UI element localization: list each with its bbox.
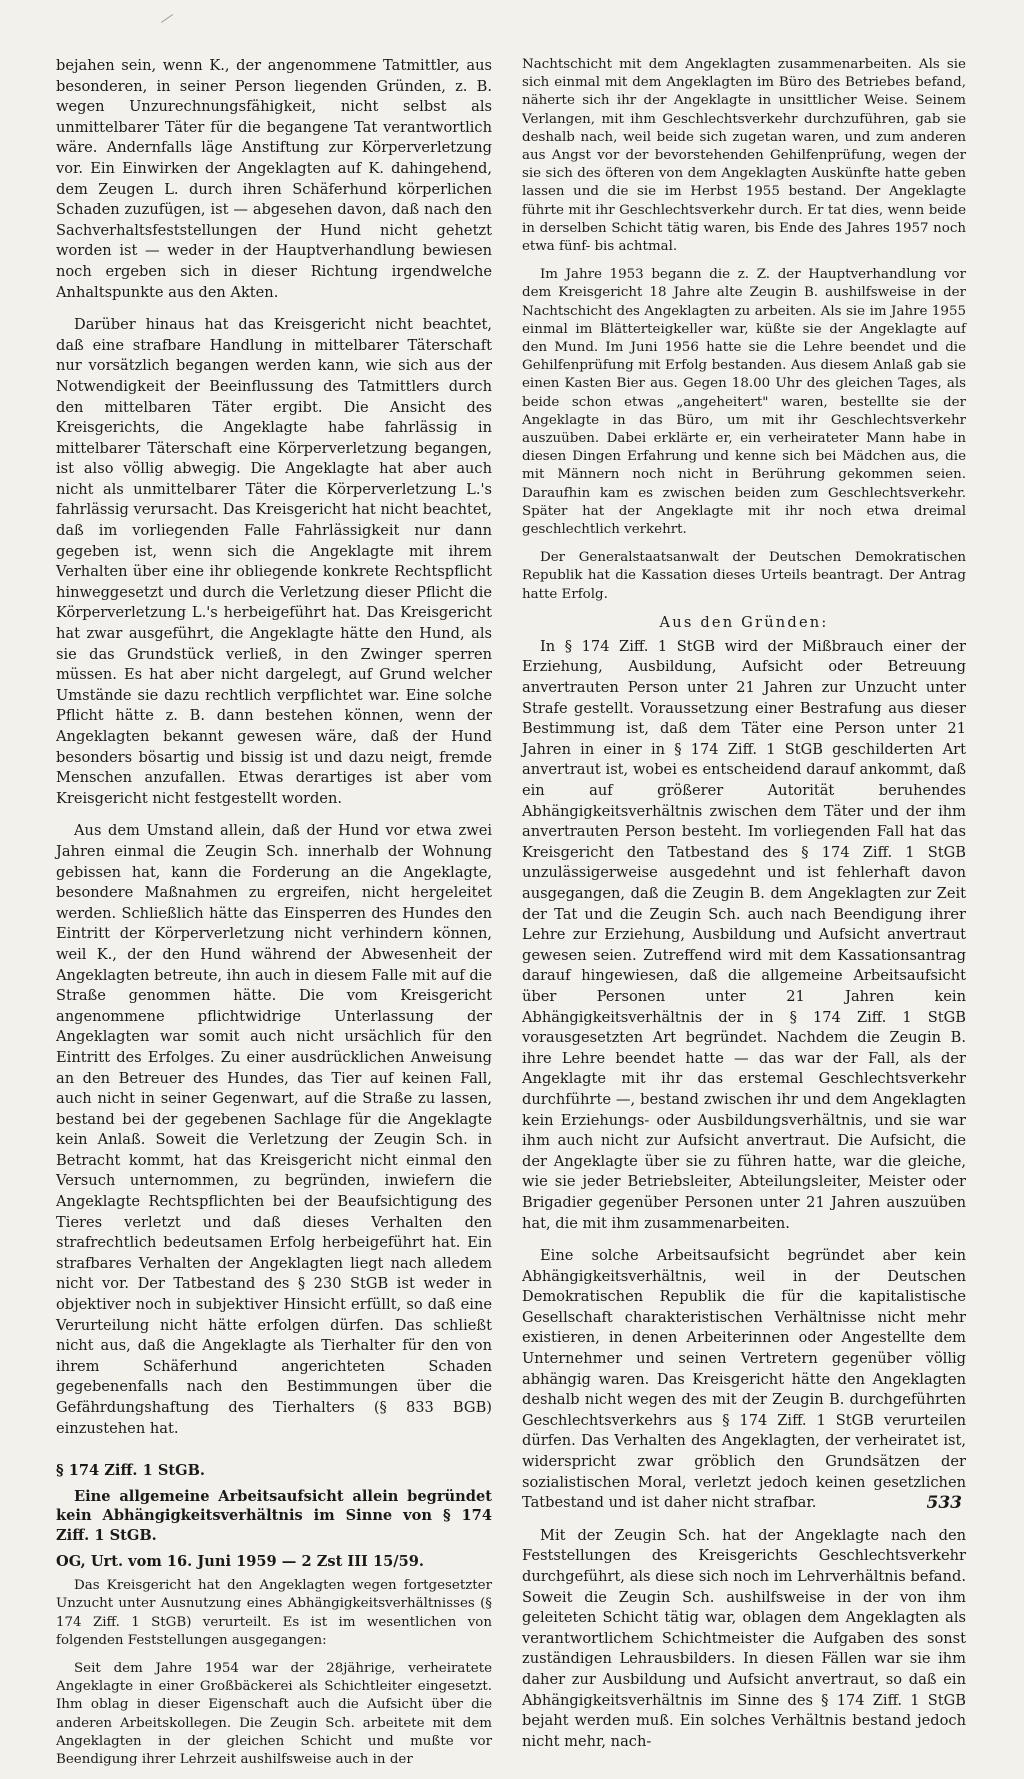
left-paragraph-3: Aus dem Umstand allein, daß der Hund vor etwa zwei Jahren einmal die Zeugin Sch. innerhalb der Wohnung gebissen hat, kann die Forderung an die Angeklagte, besondere Maßnahmen zu ergreifen, nicht hergeleitet werden. Schließlich hätte das Einsperren des Hundes den Eintritt der Körperverletzung nicht verhindern können, weil K., der den Hund während der Abwesenheit der Angeklagten betreute, ihn auch in diesem Falle mit auf die Straße genommen hätte. Die vom Kreisgericht angenommene pflichtwidrige Unterlassung der Angeklagten war somit auch nicht ursächlich für den Eintritt des Erfolges. Zu einer ausdrücklichen Anweisung an den Betreuer des Hundes, das Tier auf keinen Fall, auch nicht in seiner Gegenwart, auf die Straße zu lassen, bestand bei der gegebenen Sachlage für die Angeklagte kein Anlaß. Soweit die Verletzung der Zeugin Sch. in Betracht kommt, hat das Kreisgericht nicht einmal den Versuch unternommen, zu begründen, inwiefern die Angeklagte Rechtspflichten bei der Beaufsichtigung des Tieres verletzt und daß dieses Verhalten den strafrechtlich bedeutsamen Erfolg herbeigeführt hat. Ein strafbares Verhalten der Angeklagten liegt nach alledem nicht vor. Der Tatbestand des § 230 StGB ist weder in objektiver noch in subjektiver Hinsicht erfüllt, so daß eine Verurteilung nicht hätte erfolgen dürfen. Das schließt nicht aus, daß die Angeklagte als Tierhalter für den von ihrem Schäferhund angerichteten Schaden gegebenenfalls nach den Bestimmungen über die Gefährdungshaftung des Tierhalters (§ 833 BGB) einzustehen hat. bbox=[56, 822, 492, 1437]
right-paragraph-3: Der Generalstaatsanwalt der Deutschen Demokratischen Republik hat die Kassation dieses Urteils beantragt. Der Antrag hatte Erfolg. bbox=[522, 550, 966, 602]
left-column bbox=[56, 56, 492, 1779]
headnote: Eine allgemeine Arbeitsaufsicht allein begründet kein Abhängigkeitsverhältnis im Sinne von § 174 Ziff. 1 StGB. bbox=[56, 1487, 492, 1544]
left-paragraph-1: bejahen sein, wenn K., der angenommene Tatmittler, aus besonderen, in seiner Person liegenden Gründen, z. B. wegen Unzurechnungsfähigkeit, nicht selbst als unmittelbarer Täter für die begangene Tat verantwortlich wäre. Andernfalls läge Anstiftung zur Körperverletzung vor. Ein Einwirken der Angeklagten auf K. dahingehend, dem Zeugen L. durch ihren Schäferhund körperlichen Schaden zuzufügen, ist — abgesehen davon, daß nach den Sachverhaltsfeststellungen der Hund nicht gehetzt worden ist — weder in der Hauptverhandlung bewiesen noch ergeben sich in dieser Richtung irgendwelche Anhaltspunkte aus den Akten. bbox=[56, 57, 492, 301]
right-column bbox=[522, 56, 966, 1779]
right-paragraph-1: Nachtschicht mit dem Angeklagten zusammenarbeiten. Als sie sich einmal mit dem Angeklagten im Büro des Betriebes befand, näherte sich ihr der Angeklagte in unsittlicher Weise. Seinem Verlangen, mit ihm Geschlechtsverkehr durchzuführen, gab sie deshalb nach, weil beide sich zugetan waren, und zum anderen aus Angst vor der bevorstehenden Gehilfenprüfung, wegen der sie sich des öfteren von dem Angeklagten Auskünfte hatte geben lassen und die sie im Herbst 1955 bestand. Der Angeklagte führte mit ihr Geschlechtsverkehr durch. Er tat dies, wenn beide in derselben Schicht tätig waren, bis Ende des Jahres 1957 noch etwa fünf- bis achtmal. bbox=[522, 57, 966, 255]
left-paragraph-2: Darüber hinaus hat das Kreisgericht nicht beachtet, daß eine strafbare Handlung in mittelbarer Täterschaft nur vorsätzlich begangen werden kann, wie sich aus der Notwendigkeit der Beeinflussung des Tatmittlers durch den mittelbaren Täter ergibt. Die Ansicht des Kreisgerichts, die Angeklagte habe fahrlässig in mittelbarer Täterschaft eine Körperverletzung begangen, ist also völlig abwegig. Die Angeklagte hat aber auch nicht als unmittelbarer Täter die Körperverletzung L.'s fahrlässig verursacht. Das Kreisgericht hat nicht beachtet, daß im vorliegenden Falle Fahrlässigkeit nur dann gegeben ist, wenn sich die Angeklagte mit ihrem Verhalten über eine ihr obliegende konkrete Rechtspflicht hinweggesetzt und durch die Verletzung dieser Pflicht die Körperverletzung L.'s herbeigeführt hat. Das Kreisgericht hat zwar ausgeführt, die Angeklagte hätte den Hund, als sie das Grundstück verließ, in den Zwinger sperren müssen. Es hat aber nicht dargelegt, auf Grund welcher Umstände sie dazu rechtlich verpflichtet war. Eine solche Pflicht hätte z. B. dann bestehen können, wenn der Angeklagten bekannt gewesen wäre, daß der Hund besonders bösartig und bissig ist und dazu neigt, fremde Menschen anzufallen. Etwas derartiges ist aber vom Kreisgericht nicht festgestellt worden. bbox=[56, 316, 492, 807]
right-paragraph-4: In § 174 Ziff. 1 StGB wird der Mißbrauch einer der Erziehung, Ausbildung, Aufsicht oder Betreuung anvertrauten Person unter 21 Jahren zur Unzucht unter Strafe gestellt. Voraussetzung einer Bestrafung aus dieser Bestimmung ist, daß dem Täter eine Person unter 21 Jahren in einer in § 174 Ziff. 1 StGB geschilderten Art anvertraut ist, wobei es entscheidend darauf ankommt, daß ein auf größerer Autorität beruhendes Abhängigkeitsverhältnis zwischen dem Täter und der ihm anvertrauten Person besteht. Im vorliegenden Fall hat das Kreisgericht den Tatbestand des § 174 Ziff. 1 StGB unzulässigerweise ausgedehnt und ist fehlerhaft davon ausgegangen, daß die Zeugin B. dem Angeklagten zur Zeit der Tat und die Zeugin Sch. auch nach Beendigung ihrer Lehre zur Erziehung, Ausbildung und Aufsicht anvertraut gewesen seien. Zutreffend wird mit dem Kassationsantrag darauf hingewiesen, daß die allgemeine Arbeitsaufsicht über Personen unter 21 Jahren kein Abhängigkeitsverhältnis der in § 174 Ziff. 1 StGB vorausgesetzten Art begründet. Nachdem die Zeugin B. ihre Lehre beendet hatte — das war der Fall, als der Angeklagte mit ihr das erstemal Geschlechtsverkehr durchführte —, bestand zwischen ihr und dem Angeklagten kein Erziehungs- oder Ausbildungsverhältnis, und sie war ihm auch nicht zur Aufsicht anvertraut. Die Aufsicht, die der Angeklagte über sie zu führen hatte, war die gleiche, wie sie jeder Betriebsleiter, Abteilungsleiter, Meister oder Brigadier gegenüber Personen unter 21 Jahren auszuüben hat, die mit ihm zusammenarbeiten. bbox=[522, 637, 966, 1232]
right-paragraph-6: Mit der Zeugin Sch. hat der Angeklagte nach den Feststellungen des Kreisgerichts Geschlechtsverkehr durchgeführt, als diese sich noch im Lehrverhältnis befand. Soweit die Zeugin Sch. aushilfsweise in der von ihm geleiteten Schicht tätig war, oblagen dem Angeklagten als verantwortlichem Schichtmeister die Aufgaben des sonst zuständigen Lehrausbilders. In diesen Fällen war sie ihm daher zur Ausbildung und Aufsicht anvertraut, so daß ein Abhängigkeitsverhältnis im Sinne des § 174 Ziff. 1 StGB bejaht werden muß. Ein solches Verhältnis bestand jedoch nicht mehr, nach- bbox=[522, 1526, 966, 1750]
left-paragraph-4: Das Kreisgericht hat den Angeklagten wegen fortgesetzter Unzucht unter Ausnutzung eines Abhängigkeitsverhältnisses (§ 174 Ziff. 1 StGB) verurteilt. Es ist im wesentlichen von folgenden Feststellungen ausgegangen: bbox=[56, 1578, 492, 1648]
right-paragraph-2: Im Jahre 1953 begann die z. Z. der Hauptverhandlung vor dem Kreisgericht 18 Jahre alte Zeugin B. aushilfsweise in der Nachtschicht des Angeklagten zu arbeiten. Als sie im Jahre 1955 einmal im Blätterteigkeller war, küßte sie der Angeklagte auf den Mund. Im Juni 1956 hatte sie die Lehre beendet und die Gehilfenprüfung mit Erfolg bestanden. Aus diesem Anlaß gab sie einen Kasten Bier aus. Gegen 18.00 Uhr des gleichen Tages, als beide schon etwas „angeheitert" waren, bestellte sie der Angeklagte in das Büro, um mit ihr Geschlechtsverkehr auszuüben. Dabei erklärte er, ein verheirateter Mann habe in diesen Dingen Erfahrung und kenne sich bei Mädchen aus, die mit Männern noch nicht in Berührung gekommen seien. Daraufhin kam es zwischen beiden zum Geschlechtsverkehr. Später hat der Angeklagte mit ihr noch etwa dreimal geschlechtlich verkehrt. bbox=[522, 267, 966, 538]
court-citation: OG, Urt. vom 16. Juni 1959 — 2 Zst III 15/59. bbox=[56, 1552, 424, 1570]
left-paragraph-5: Seit dem Jahre 1954 war der 28jährige, verheiratete Angeklagte in einer Großbäckerei als Schichtleiter eingesetzt. Ihm oblag in dieser Eigenschaft auch die Aufsicht über die anderen Arbeitskollegen. Die Zeugin Sch. arbeitete mit dem Angeklagten in der gleichen Schicht und mußte vor Beendigung ihrer Lehrzeit aushilfsweise auch in der bbox=[56, 1660, 492, 1767]
page-number: 533 bbox=[926, 1493, 962, 1513]
right-paragraph-5: Eine solche Arbeitsaufsicht begründet aber kein Abhängigkeitsverhältnis, weil in der Deutschen Demokratischen Republik die für die kapitalistische Gesellschaft charakteristischen Verhältnisse nicht mehr existieren, in denen Arbeiterinnen oder Angestellte dem Unternehmer und seinen Vertretern gegenüber völlig abhängig waren. Das Kreisgericht hätte den Angeklagten deshalb nicht wegen des mit der Zeugin B. durchgeführten Geschlechtsverkehrs aus § 174 Ziff. 1 StGB verurteilen dürfen. Das Verhalten des Angeklagten, der verheiratet ist, widerspricht zwar gröblich den Grundsätzen der sozialistischen Moral, verletzt jedoch keinen gesetzlichen Tatbestand und ist daher nicht strafbar. bbox=[522, 1247, 966, 1512]
section-heading-paragraph: § 174 Ziff. 1 StGB. bbox=[56, 1462, 205, 1480]
scan-mark bbox=[161, 14, 173, 23]
text-columns bbox=[56, 56, 966, 1779]
reasons-heading: Aus den Gründen: bbox=[659, 613, 829, 631]
